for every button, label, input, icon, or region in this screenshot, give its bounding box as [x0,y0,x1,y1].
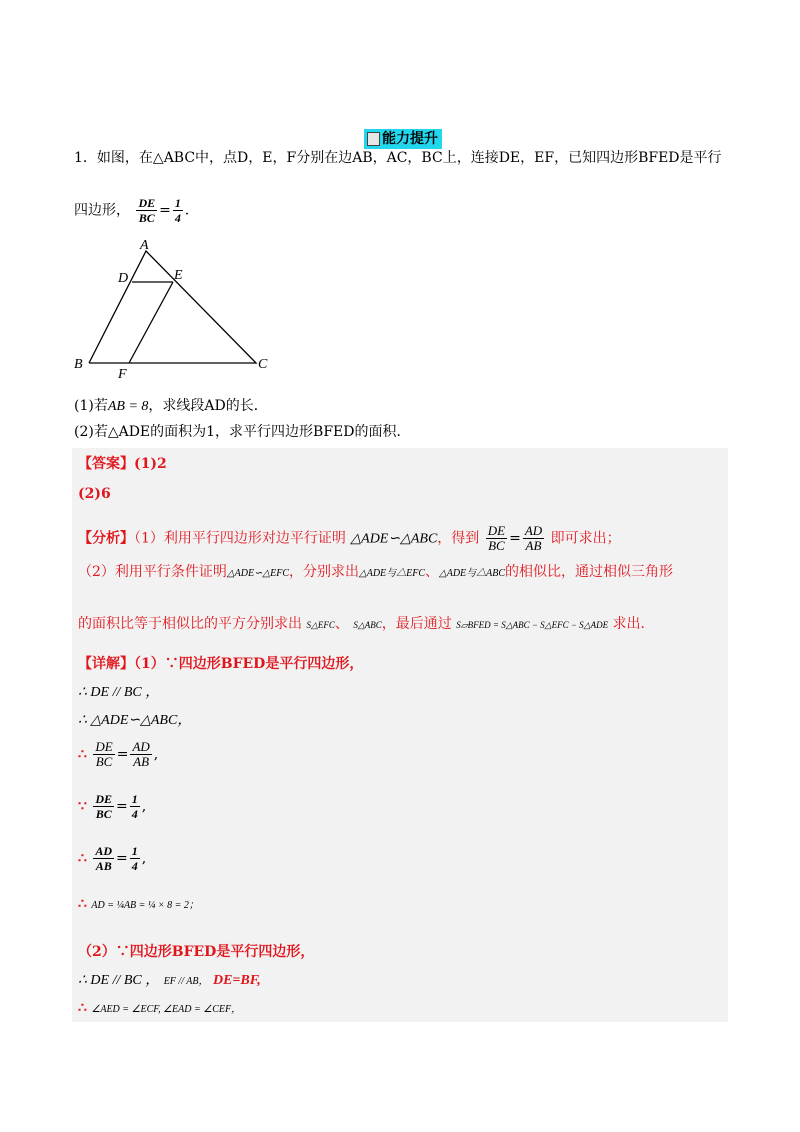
triangle-outline [89,251,256,363]
triangle-figure [70,232,290,382]
segment-EF [129,282,173,363]
question-line2: 四边形， $\frac{DE}{BC}$ = $\frac{1}{4}$ ． [74,196,199,225]
label-B: B [74,357,83,372]
checkbox-icon [367,132,380,146]
label-F: F [118,367,127,382]
ratio-fraction: $\frac{DE}{BC}$ [138,196,156,225]
detail-line1: 【详解】（1）∵四边形BFED是平行四边形， [78,656,364,672]
ratio-value-fraction: $\frac{1}{4}$ [174,196,181,225]
analysis-line3: 的面积比等于相似比的平方分别求出 S△EFC、 S△ABC，最后通过 S▱BFED = S△ABC − S△EFC − S△ADE 求出． [78,616,655,632]
step6: ∴ AD = ¼AB = ¼ × 8 = 2； [78,896,199,912]
step2: ∴ △ADE∽△ABC， [78,713,192,728]
question-line1: 1．如图，在△ABC中，点D，E，F分别在边AB，AC，BC上，连接DE，EF，已知四边形BFED是平行 [74,150,722,166]
label-D: D [118,271,129,286]
answer-panel [72,448,728,1022]
label-E: E [174,268,183,283]
analysis-line1: 【分析】（1）利用平行四边形对边平行证明 △ADE∽△ABC，得到 $\frac{DE}{BC}$ = $\frac{AD}{AB}$ 即可求出； [78,523,621,553]
step8: ∴ ∠AED = ∠ECF, ∠EAD = ∠CEF， [78,1000,242,1016]
part1-question: (1)若AB = 8，求线段AD的长． [74,398,268,414]
step5: ∴ $\frac{AD}{AB}$ = $\frac{1}{4}$ , [78,844,147,873]
step7: ∴ DE // BC ， EF // AB， DE=BF, [78,973,261,988]
answer-part2: (2)6 [78,486,111,502]
detail-line2: （2）∵四边形BFED是平行四边形， [78,944,315,960]
section-title: 能力提升 [364,129,442,149]
part2-question: (2)若△ADE的面积为1，求平行四边形BFED的面积． [74,424,411,440]
step4: ∵ $\frac{DE}{BC}$ = $\frac{1}{4}$ , [78,792,147,821]
step3: ∴ $\frac{DE}{BC}$ = $\frac{AD}{AB}$ , [78,739,159,769]
label-A: A [140,238,149,253]
label-C: C [258,357,268,372]
analysis-line2: （2）利用平行条件证明△ADE∽△EFC，分别求出△ADE与△EFC、△ADE与△ABC的相似比，通过相似三角形 [78,564,674,580]
step1: ∴ DE // BC ， [78,685,160,700]
answer-label: 【答案】(1)2 [78,456,167,472]
